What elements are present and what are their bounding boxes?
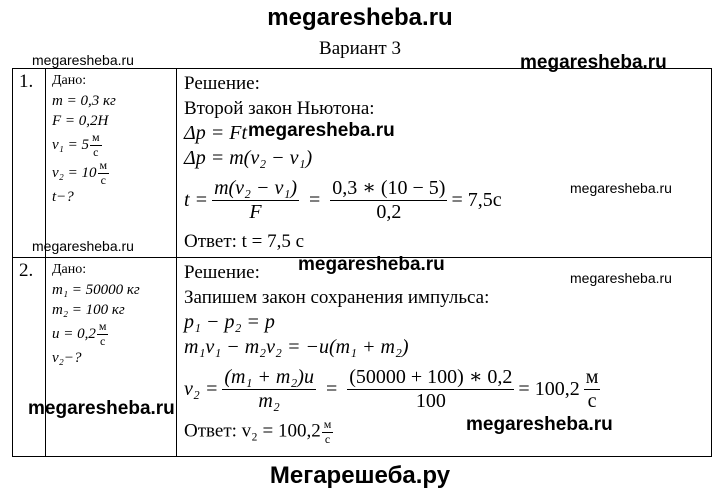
symbolic-fraction xyxy=(212,177,299,224)
watermark: megaresheba.ru xyxy=(248,120,395,141)
given-u-unit xyxy=(97,320,109,349)
unit-denominator: с xyxy=(100,334,106,349)
given-find: v₂−? xyxy=(52,350,82,366)
calc-result: = 7,5с xyxy=(451,188,502,211)
fraction-denominator: 100 xyxy=(415,389,446,412)
solution-cell-2 xyxy=(177,258,712,457)
given-label: Дано: xyxy=(52,262,87,277)
law-title: Запишем закон сохранения импульса: xyxy=(184,287,490,308)
fraction-denominator: F xyxy=(249,200,262,223)
law-title: Второй закон Ньютона: xyxy=(184,98,375,119)
watermark: megaresheba.ru xyxy=(570,270,672,286)
given-mass-2: m₂ = 100 кг xyxy=(52,302,125,318)
equation-1: p₁ − p₂ = p xyxy=(184,311,275,333)
watermark: megaresheba.ru xyxy=(466,414,613,435)
given-v2-unit xyxy=(98,159,110,188)
given-mass: m = 0,3 кг xyxy=(52,93,116,109)
problem-number-1: 1. xyxy=(13,69,46,258)
watermark: megaresheba.ru xyxy=(28,398,175,419)
given-u xyxy=(52,320,176,348)
given-v2-value: v₂ = 10 xyxy=(52,165,97,181)
given-label: Дано: xyxy=(52,73,87,88)
solution-label: Решение: xyxy=(184,73,260,94)
answer-value: Ответ: v₂ = 100,2 xyxy=(184,420,321,442)
unit-numerator: м xyxy=(98,319,107,334)
watermark: megaresheba.ru xyxy=(520,52,667,73)
solution-label: Решение: xyxy=(184,262,260,283)
unit-denominator: с xyxy=(324,431,331,446)
unit-numerator: м xyxy=(92,130,100,145)
variant-title: Вариант 3 xyxy=(319,38,401,59)
watermark: megaresheba.ru xyxy=(32,52,134,68)
equation-2: Δp = m(v₂ − v₁) xyxy=(184,147,313,169)
given-cell-2 xyxy=(46,258,177,457)
problem-row-1 xyxy=(13,69,712,258)
equation-1: Δp = Ft xyxy=(184,122,248,144)
problem-number-2: 2. xyxy=(13,258,46,457)
unit-denominator: с xyxy=(100,173,106,188)
unit-numerator: м xyxy=(585,365,599,388)
calc-result: = 100,2 xyxy=(518,377,580,400)
calc-lhs: t = xyxy=(184,188,209,211)
fraction-numerator: (50000 + 100) ∗ 0,2 xyxy=(349,365,513,388)
numeric-fraction xyxy=(347,366,514,413)
fraction-denominator: m₂ xyxy=(258,389,280,412)
equation-2: m₁v₁ − m₂v₂ = −u(m₁ + m₂) xyxy=(184,336,409,358)
calc-lhs: v₂ = xyxy=(184,377,219,400)
watermark: megaresheba.ru xyxy=(298,254,445,275)
given-force: F = 0,2Н xyxy=(52,113,109,129)
given-v1-unit xyxy=(90,131,102,160)
watermark: megaresheba.ru xyxy=(32,238,134,254)
given-find: t−? xyxy=(52,189,74,205)
answer-unit xyxy=(322,418,334,447)
result-unit xyxy=(584,366,601,413)
unit-numerator: м xyxy=(99,158,108,173)
calculation xyxy=(184,360,711,418)
given-u-value: u = 0,2 xyxy=(52,326,96,342)
unit-denominator: с xyxy=(93,145,99,160)
numeric-fraction xyxy=(330,177,447,224)
symbolic-fraction xyxy=(222,366,316,413)
fraction-denominator: 0,2 xyxy=(376,200,402,223)
given-v2 xyxy=(52,159,176,187)
fraction-numerator: 0,3 ∗ (10 − 5) xyxy=(332,176,446,199)
answer: Ответ: t = 7,5 с xyxy=(184,231,305,252)
fraction-numerator: m(v₂ − v₁) xyxy=(214,176,297,199)
given-v1 xyxy=(52,131,176,159)
footer-watermark: Мегарешеба.ру xyxy=(269,462,451,489)
watermark: megaresheba.ru xyxy=(570,180,672,196)
fraction-numerator: (m₁ + m₂)u xyxy=(224,365,314,388)
equals-sign: = xyxy=(325,377,338,400)
solution-cell-1 xyxy=(177,69,712,258)
header-watermark: megaresheba.ru xyxy=(267,4,453,31)
equals-sign: = xyxy=(308,188,321,211)
given-cell-1 xyxy=(46,69,177,258)
given-v1-value: v₁ = 5 xyxy=(52,137,89,153)
answer xyxy=(184,417,711,446)
unit-numerator: м xyxy=(323,417,332,431)
unit-denominator: с xyxy=(587,389,597,412)
given-mass-1: m₁ = 50000 кг xyxy=(52,282,140,298)
